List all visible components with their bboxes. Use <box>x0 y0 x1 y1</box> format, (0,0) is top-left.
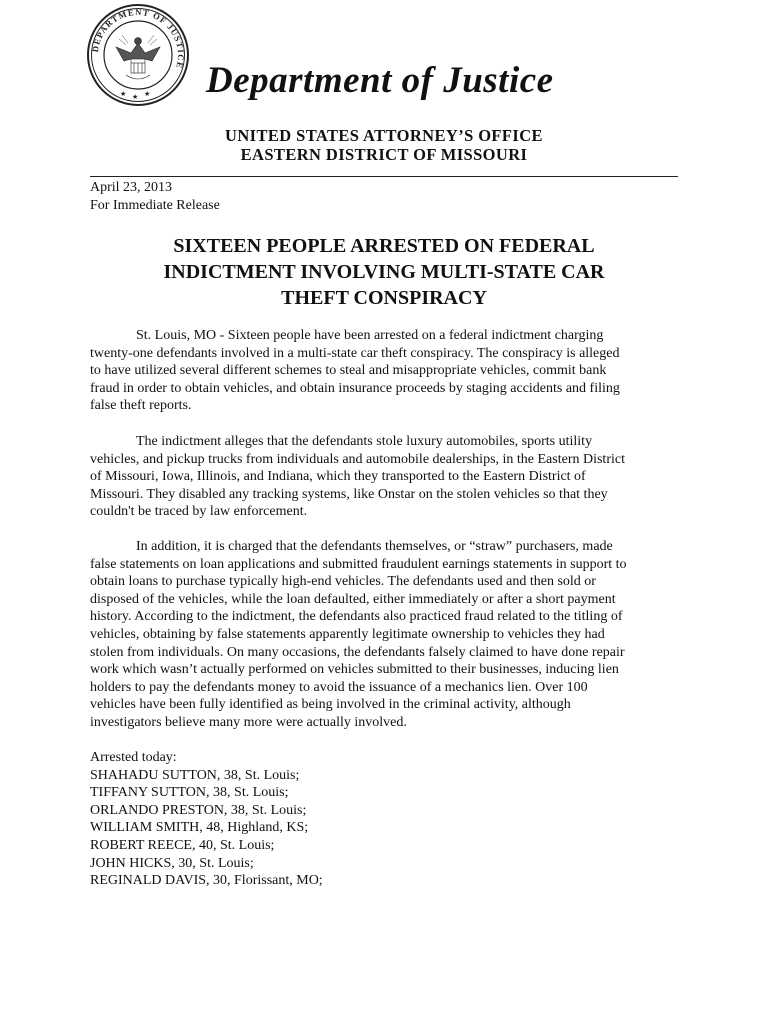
body-paragraph-3 <box>90 538 680 732</box>
headline-line-2: INDICTMENT INVOLVING MULTI-STATE CAR <box>163 261 605 283</box>
department-title: Department of Justice <box>206 60 554 101</box>
body-paragraph-2 <box>90 433 680 521</box>
paragraph-line: work which wasn’t actually performed on vehicles submitted to their businesses, inducing lien <box>90 662 619 678</box>
paragraph-line: fraud in order to obtain vehicles, and obtain insurance proceeds by staging accidents and filing <box>90 380 620 396</box>
paragraph-line: history. According to the indictment, the defendants also practiced fraud related to the titling of <box>90 609 623 625</box>
arrested-person: SHAHADU SUTTON, 38, St. Louis; <box>90 767 300 783</box>
svg-text:DEPARTMENT OF JUSTICE: DEPARTMENT OF JUSTICE <box>90 6 187 71</box>
headline-line-3: THEFT CONSPIRACY <box>281 287 487 309</box>
header-divider <box>90 176 678 177</box>
arrested-person: WILLIAM SMITH, 48, Highland, KS; <box>90 820 309 836</box>
arrested-person: ROBERT REECE, 40, St. Louis; <box>90 837 275 853</box>
svg-text:★: ★ <box>132 93 139 101</box>
district-name: EASTERN DISTRICT OF MISSOURI <box>240 145 528 164</box>
arrested-people <box>90 767 323 890</box>
paragraph-line: vehicles have been fully identified as being involved in the criminal activity, although <box>90 697 571 713</box>
paragraph-line: vehicles, and pickup trucks from individuals and automobile dealerships, in the Eastern District <box>90 451 625 467</box>
paragraph-line: stolen from individuals. On many occasions, the defendants falsely claimed to have done repair <box>90 644 625 660</box>
svg-text:★: ★ <box>144 90 151 98</box>
release-type: For Immediate Release <box>90 198 220 213</box>
paragraph-line: false theft reports. <box>90 398 192 414</box>
paragraph-line: disposed of the vehicles, while the loan defaulted, either immediately or after a short payment <box>90 591 616 607</box>
paragraph-line: investigators believe many more were actually involved. <box>90 714 407 730</box>
paragraph-line: St. Louis, MO - Sixteen people have been arrested on a federal indictment charging <box>136 328 604 343</box>
arrested-person: ORLANDO PRESTON, 38, St. Louis; <box>90 802 307 818</box>
svg-text:★: ★ <box>120 90 127 98</box>
paragraph-line: holders to pay the defendants money to avoid the issuance of a mechanics lien. Over 100 <box>90 679 588 695</box>
paragraph-line: couldn't be traced by law enforcement. <box>90 504 308 520</box>
doj-seal-icon <box>86 3 190 107</box>
arrested-person: REGINALD DAVIS, 30, Florissant, MO; <box>90 873 323 889</box>
paragraph-line: In addition, it is charged that the defendants themselves, or “straw” purchasers, made <box>136 539 613 554</box>
paragraph-line: Missouri. They disabled any tracking systems, like Onstar on the stolen vehicles so that they <box>90 486 608 502</box>
body-paragraph-1 <box>90 327 680 415</box>
paragraph-line: obtain loans to purchase typically high-end vehicles. The defendants used and then sold or <box>90 574 596 590</box>
arrested-heading: Arrested today: <box>90 750 177 765</box>
arrested-person: TIFFANY SUTTON, 38, St. Louis; <box>90 785 289 801</box>
release-date: April 23, 2013 <box>90 180 173 195</box>
paragraph-line: The indictment alleges that the defendants stole luxury automobiles, sports utility <box>136 434 593 449</box>
office-name: UNITED STATES ATTORNEY’S OFFICE <box>225 126 543 145</box>
paragraph-line: twenty-one defendants involved in a multi-state car theft conspiracy. The conspiracy is alleged <box>90 345 620 361</box>
paragraph-line: false statements on loan applications and submitted fraudulent earnings statements in support to <box>90 556 627 572</box>
paragraph-line: of Missouri, Iowa, Illinois, and Indiana, which they transported to the Eastern District of <box>90 469 586 485</box>
paragraph-line: vehicles, obtaining by false statements apparently legitimate ownership to vehicles they had <box>90 626 605 642</box>
paragraph-line: to have utilized several different schemes to steal and misappropriate vehicles, commit bank <box>90 363 607 379</box>
headline-line-1: SIXTEEN PEOPLE ARRESTED ON FEDERAL <box>173 235 595 257</box>
arrested-list <box>90 749 323 890</box>
arrested-person: JOHN HICKS, 30, St. Louis; <box>90 855 254 871</box>
